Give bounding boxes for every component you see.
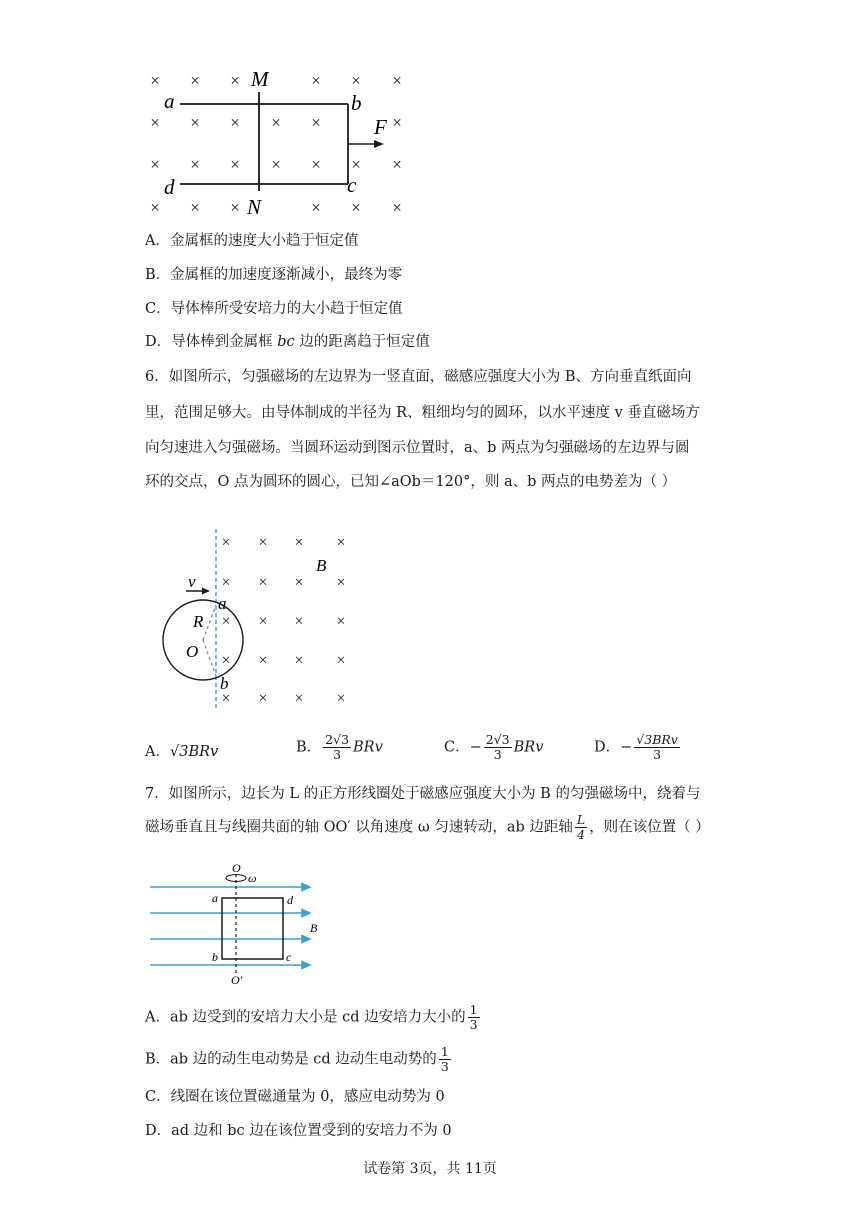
label-v: v [188,572,196,591]
field-cross: × [351,155,361,174]
field-cross: × [150,198,160,217]
q6-stem-line3: 向匀速进入匀强磁场。当圆环运动到图示位置时，a、b 两点为匀强磁场的左边界与圆 [145,440,690,456]
field-cross: × [230,71,240,90]
field-cross: × [392,71,402,90]
q5-option-b: B．金属框的加速度逐渐减小，最终为零 [145,267,403,283]
radius-Oa [203,605,216,640]
square-coil [222,898,283,959]
q7-figure [145,862,335,986]
field-cross: × [311,113,321,132]
label-omega: ω [248,871,257,885]
field-cross: × [190,198,200,217]
label-R: R [193,612,204,631]
q7-stem-line1: 7．如图所示，边长为 L 的正方形线圈处于磁感应强度大小为 B 的匀强磁场中，绕着与 [145,786,701,802]
field-cross: × [392,155,402,174]
q5-option-d: D．导体棒到金属框 bc 边的距离趋于恒定值 [145,334,430,350]
label-Oprime: O′ [231,973,243,986]
label-c: c [347,173,357,197]
page-footer: 试卷第 3页，共 11页 [363,1161,497,1177]
label-b: b [220,674,229,693]
radius-Ob [203,640,216,676]
field-cross: × [258,613,268,630]
q5-option-c: C．导体棒所受安培力的大小趋于恒定值 [145,301,403,317]
field-cross: × [230,113,240,132]
field-cross: × [311,155,321,174]
label-B: B [310,921,318,935]
field-cross: × [336,652,346,669]
field-cross: × [392,198,402,217]
field-cross: × [258,534,268,551]
field-cross: × [150,155,160,174]
field-cross: × [294,690,304,707]
label-c: c [286,950,292,964]
field-cross: × [221,574,231,591]
field-cross: × [190,71,200,90]
q6-figure [150,525,370,715]
q5-option-a: A．金属框的速度大小趋于恒定值 [145,233,359,249]
field-cross: × [392,113,402,132]
force-arrow-head [374,140,384,148]
q6-stem-line4: 环的交点，O 点为圆环的圆心，已知∠aOb＝120°，则 a、b 两点的电势差为（ ） [145,474,677,490]
field-cross: × [351,198,361,217]
field-cross: × [271,113,281,132]
label-O: O [232,862,241,875]
label-F: F [374,115,387,139]
field-cross: × [230,198,240,217]
q7-option-b: B．ab 边的动生电动势是 cd 边动生电动势的 $\frac{1}{3}$ [145,1044,449,1074]
field-cross: × [336,690,346,707]
label-b: b [351,91,362,115]
label-a: a [164,89,175,113]
velocity-arrow-head [202,588,210,595]
label-d: d [287,893,293,907]
label-d: d [164,175,175,199]
q6-option-a: A．√3BRv [145,744,219,760]
label-O: O [186,642,199,661]
field-cross: × [221,690,231,707]
q6-stem-line1: 6．如图所示，匀强磁场的左边界为一竖直面，磁感应强度大小为 B、方向垂直纸面向 [145,369,692,385]
field-cross: × [311,71,321,90]
magnetic-field-crosses [221,534,345,707]
field-cross: × [294,652,304,669]
field-cross: × [311,198,321,217]
q6-stem-line2: 里，范围足够大。由导体制成的半径为 R、粗细均匀的圆环，以水平速度 v 垂直磁场方 [145,405,700,421]
label-b: b [212,950,218,964]
field-cross: × [221,652,231,669]
field-cross: × [336,534,346,551]
q7-stem-line2: 磁场垂直且与线圈共面的轴 OO′ 以角速度 ω 匀速转动，ab 边距轴 $\frac{L}{4}$ ，则在该位置（ ） [145,812,710,842]
q6-option-c: C．− $\frac{2√3}{3}$ BRv [444,732,544,762]
field-cross: × [294,574,304,591]
field-cross: × [294,613,304,630]
field-cross: × [150,113,160,132]
field-cross: × [271,155,281,174]
q6-option-d: D．− $\frac{\text{√3BRv}}{3}$ [594,732,678,762]
field-cross: × [230,155,240,174]
field-cross: × [258,574,268,591]
field-cross: × [336,574,346,591]
field-cross: × [190,155,200,174]
q7-option-c: C．线圈在该位置磁通量为 0，感应电动势为 0 [145,1089,445,1105]
label-M: M [251,67,269,91]
q5-figure [140,66,420,222]
q7-option-a: A．ab 边受到的安培力大小是 cd 边安培力大小的 $\frac{1}{3}$ [145,1002,478,1032]
field-cross: × [190,113,200,132]
field-cross: × [150,71,160,90]
field-cross: × [258,690,268,707]
label-N: N [247,195,262,219]
field-cross: × [294,534,304,551]
field-cross: × [221,534,231,551]
q7-option-d: D．ad 边和 bc 边在该位置受到的安培力不为 0 [145,1123,452,1139]
label-a: a [212,891,218,905]
q6-option-b: B． $\frac{2√3}{3}$ BRv [296,732,383,762]
label-a: a [218,594,227,613]
field-cross: × [221,613,231,630]
field-cross: × [336,613,346,630]
label-B: B [316,556,327,575]
field-cross: × [258,652,268,669]
field-cross: × [351,71,361,90]
